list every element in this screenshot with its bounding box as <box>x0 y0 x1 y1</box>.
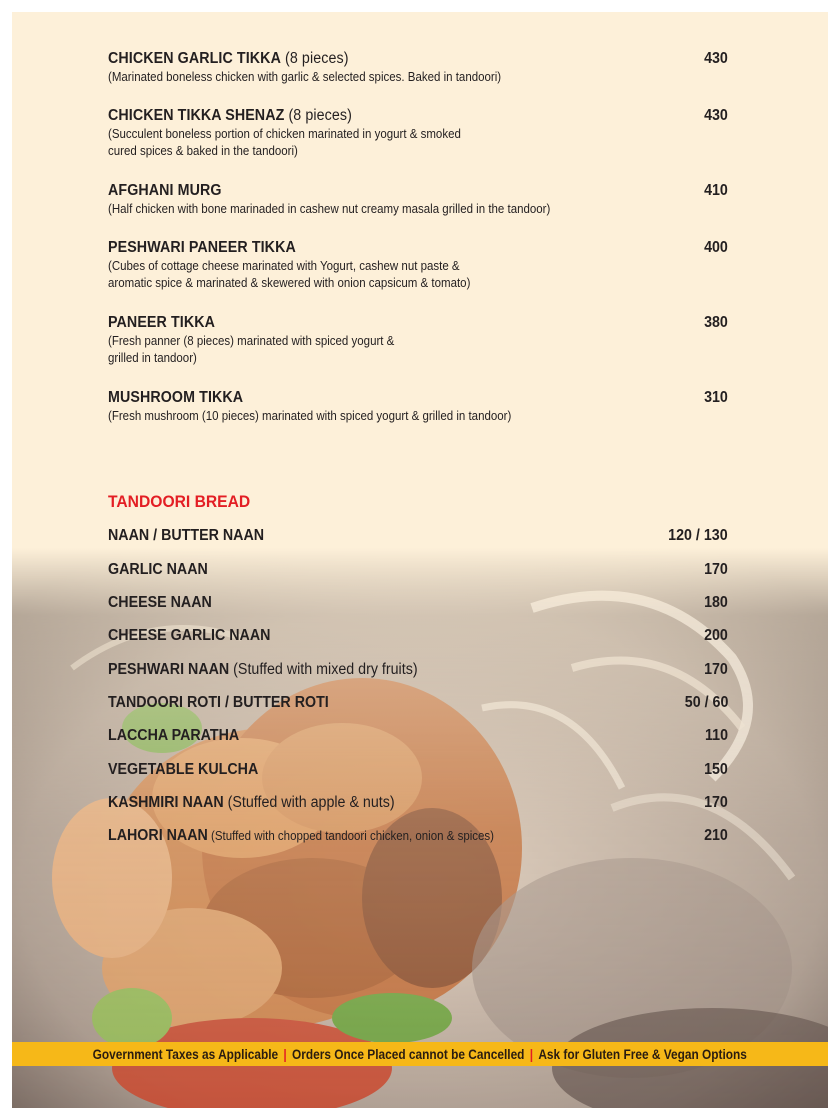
footer-separator: | <box>529 1046 534 1062</box>
bread-item-price: 170 <box>704 661 728 678</box>
bread-item-price: 170 <box>704 561 728 578</box>
menu-item <box>108 107 728 160</box>
bread-item-price: 170 <box>704 794 728 811</box>
footer-notice: Orders Once Placed cannot be Cancelled <box>292 1046 525 1062</box>
item-description: (Fresh mushroom (10 pieces) marinated with spiced yogurt & grilled in tandoor) <box>108 409 512 423</box>
menu-item <box>108 314 728 367</box>
bread-item-name: TANDOORI ROTI / BUTTER ROTI <box>108 694 329 711</box>
item-name: CHICKEN TIKKA SHENAZ <box>108 107 285 124</box>
item-description: (Marinated boneless chicken with garlic & selected spices. Baked in tandoori) <box>108 70 502 84</box>
bread-item-price: 180 <box>704 594 728 611</box>
item-name: MUSHROOM TIKKA <box>108 389 244 406</box>
bread-item-name: LAHORI NAAN (Stuffed with chopped tandoori chicken, onion & spices) <box>108 827 495 844</box>
footer-notice: Government Taxes as Applicable <box>92 1046 279 1062</box>
item-description: (Fresh panner (8 pieces) marinated with spiced yogurt & <box>108 334 395 348</box>
item-price: 430 <box>704 50 728 67</box>
footer-notice-bar <box>12 1042 828 1066</box>
item-name: PESHWARI PANEER TIKKA <box>108 239 296 256</box>
bread-item-name: GARLIC NAAN <box>108 561 208 578</box>
item-description: (Cubes of cottage cheese marinated with Yogurt, cashew nut paste & <box>108 259 460 273</box>
menu-item <box>108 389 728 425</box>
item-name: PANEER TIKKA <box>108 314 216 331</box>
item-price: 400 <box>704 239 728 256</box>
menu-item <box>108 50 728 86</box>
menu-item <box>108 182 728 218</box>
item-price: 310 <box>704 389 728 406</box>
bread-item-name: KASHMIRI NAAN (Stuffed with apple & nuts) <box>108 794 395 811</box>
bread-item-name: NAAN / BUTTER NAAN <box>108 527 265 544</box>
item-description: (Succulent boneless portion of chicken marinated in yogurt & smoked <box>108 127 461 141</box>
bread-item-price: 200 <box>704 627 728 644</box>
footer-notice: Ask for Gluten Free & Vegan Options <box>538 1046 748 1062</box>
item-price: 380 <box>704 314 728 331</box>
footer-separator: | <box>283 1046 287 1062</box>
bread-item-price: 150 <box>704 761 728 778</box>
item-description: (Half chicken with bone marinaded in cashew nut creamy masala grilled in the tandoor) <box>108 202 551 216</box>
item-description: aromatic spice & marinated & skewered with onion capsicum & tomato) <box>108 276 471 290</box>
bread-item-price: 120 / 130 <box>668 527 728 544</box>
item-name: CHICKEN GARLIC TIKKA <box>108 50 281 67</box>
bread-item-name: CHEESE GARLIC NAAN <box>108 627 271 644</box>
bread-item-name: LACCHA PARATHA <box>108 727 240 744</box>
item-price: 430 <box>704 107 728 124</box>
item-price: 410 <box>704 182 728 199</box>
item-note: (8 pieces) <box>280 50 349 67</box>
bread-item-name: CHEESE NAAN <box>108 594 212 611</box>
menu-page <box>12 12 828 1108</box>
item-note: (8 pieces) <box>284 107 352 124</box>
bread-item-name: VEGETABLE KULCHA <box>108 761 259 778</box>
item-description: grilled in tandoor) <box>108 351 197 365</box>
bread-item-price: 50 / 60 <box>684 694 728 711</box>
bread-item-price: 210 <box>704 827 728 844</box>
menu-item <box>108 239 728 292</box>
item-name: AFGHANI MURG <box>108 182 222 199</box>
bread-item-price: 110 <box>704 727 728 744</box>
item-description: cured spices & baked in the tandoori) <box>108 144 298 158</box>
section-title: TANDOORI BREAD <box>108 492 251 511</box>
bread-item-name: PESHWARI NAAN (Stuffed with mixed dry fruits) <box>108 661 418 678</box>
